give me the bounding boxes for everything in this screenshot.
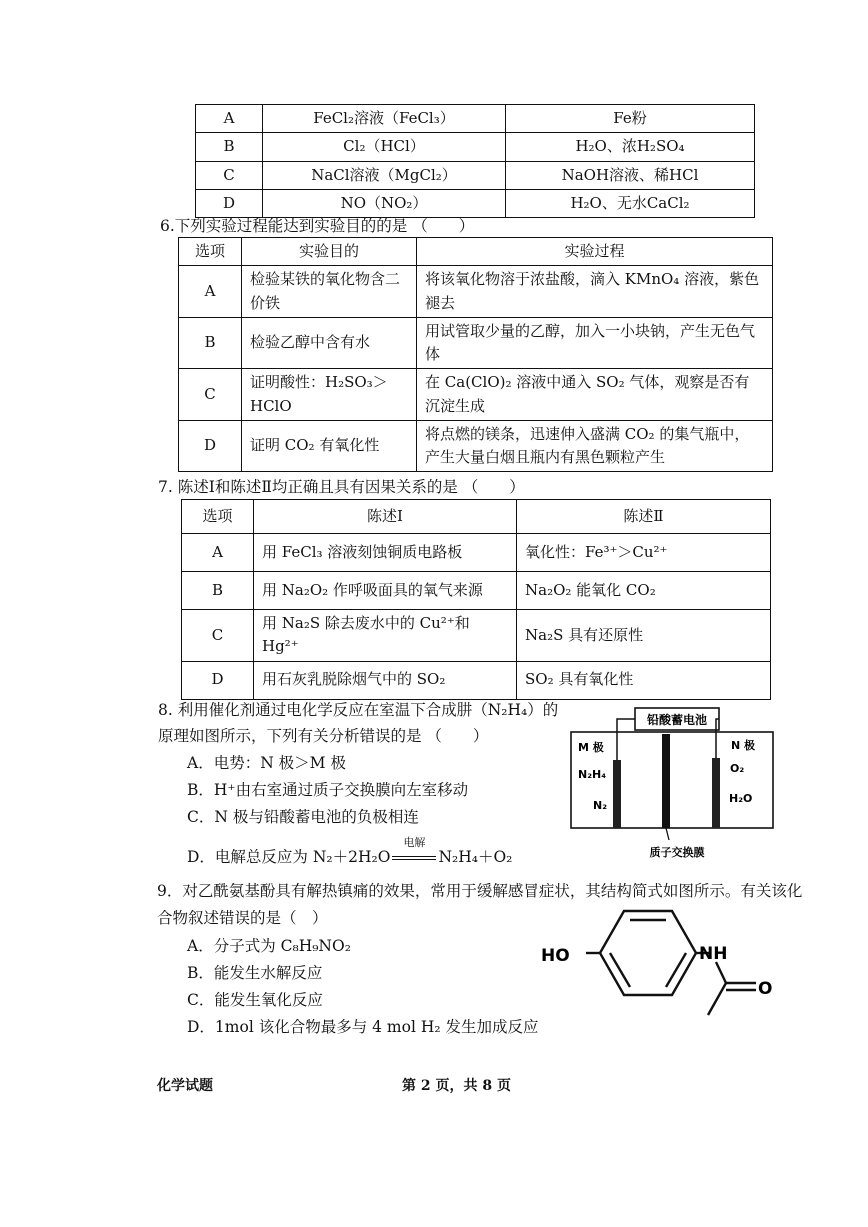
equation-arrow xyxy=(392,836,436,866)
table-row xyxy=(179,420,773,472)
n2h4-label: N₂H₄ xyxy=(578,768,607,781)
table-header-row xyxy=(182,500,771,534)
header-cell: 选项 xyxy=(182,500,254,534)
header-cell: 陈述Ⅱ xyxy=(517,500,771,534)
row-cell: 用 FeCl₃ 溶液刻蚀铜质电路板 xyxy=(254,534,517,572)
table-row xyxy=(182,661,771,699)
q8-stem-line1: 8. 利用催化剂通过电化学反应在室温下合成肼（N₂H₄）的 xyxy=(158,701,559,719)
q8-option-d-prefix: D．电解总反应为 N₂＋2H₂O xyxy=(187,848,391,866)
table-row xyxy=(196,161,755,189)
q8-option-c: C．N 极与铅酸蓄电池的负极相连 xyxy=(187,808,419,826)
table-row xyxy=(179,266,773,318)
battery-label: 铅酸蓄电池 xyxy=(646,713,708,727)
q8-option-d xyxy=(187,836,513,867)
proton-membrane xyxy=(662,734,670,828)
row-cell: Na₂S 具有还原性 xyxy=(517,610,771,662)
n-electrode xyxy=(712,758,720,828)
row-key: A xyxy=(196,105,263,133)
row-key: B xyxy=(179,317,242,369)
q9-option-a: A．分子式为 C₈H₉NO₂ xyxy=(187,937,351,955)
row-cell: H₂O、浓H₂SO₄ xyxy=(506,133,755,161)
row-cell: 用试管取少量的乙醇，加入一小块钠，产生无色气体 xyxy=(417,317,773,369)
n-pole-label: N 极 xyxy=(731,739,756,752)
table-row xyxy=(182,572,771,610)
row-cell: 检验某铁的氧化物含二价铁 xyxy=(242,266,417,318)
row-cell: 证明酸性：H₂SO₃＞HClO xyxy=(242,369,417,421)
q8-option-a: A．电势：N 极＞M 极 xyxy=(187,754,346,772)
q6-table xyxy=(178,237,773,472)
membrane-pointer xyxy=(666,828,669,840)
row-cell: 用 Na₂O₂ 作呼吸面具的氧气来源 xyxy=(254,572,517,610)
table-row xyxy=(196,133,755,161)
h2o-label: H₂O xyxy=(729,792,753,805)
row-key: B xyxy=(182,572,254,610)
n2-label: N₂ xyxy=(593,799,608,812)
m-electrode xyxy=(613,760,621,828)
row-cell: SO₂ 具有氧化性 xyxy=(517,661,771,699)
q6-stem: 6.下列实验过程能达到实验目的的是 （ ） xyxy=(160,217,475,235)
equation-condition: 电解 xyxy=(403,836,426,849)
table-row xyxy=(179,369,773,421)
row-cell: 在 Ca(ClO)₂ 溶液中通入 SO₂ 气体，观察是否有沉淀生成 xyxy=(417,369,773,421)
row-cell: 检验乙醇中含有水 xyxy=(242,317,417,369)
acetaminophen-structure xyxy=(538,905,788,1025)
q9-option-c: C．能发生氧化反应 xyxy=(187,991,323,1009)
table-row xyxy=(182,610,771,662)
row-cell: 证明 CO₂ 有氧化性 xyxy=(242,420,417,472)
row-cell: Cl₂（HCl） xyxy=(263,133,506,161)
electrolysis-diagram xyxy=(565,704,780,864)
table-row xyxy=(179,317,773,369)
row-cell: 将点燃的镁条，迅速伸入盛满 CO₂ 的集气瓶中，产生大量白烟且瓶内有黑色颗粒产生 xyxy=(417,420,773,472)
row-cell: NaCl溶液（MgCl₂） xyxy=(263,161,506,189)
row-key: B xyxy=(196,133,263,161)
header-cell: 选项 xyxy=(179,238,242,266)
table-row xyxy=(196,105,755,133)
row-key: A xyxy=(182,534,254,572)
q7-table xyxy=(181,499,771,700)
o-label: O xyxy=(758,979,773,999)
nh-label: NH xyxy=(699,944,728,964)
row-cell: Na₂O₂ 能氧化 CO₂ xyxy=(517,572,771,610)
row-key: A xyxy=(179,266,242,318)
row-cell: 用石灰乳脱除烟气中的 SO₂ xyxy=(254,661,517,699)
q9-stem-line1: 9．对乙酰氨基酚具有解热镇痛的效果，常用于缓解感冒症状，其结构简式如图所示。有关该化 xyxy=(157,882,803,900)
q9-option-d: D．1mol 该化合物最多与 4 mol H₂ 发生加成反应 xyxy=(187,1018,539,1036)
footer-page: 第 2 页，共 8 页 xyxy=(402,1078,511,1094)
q8-stem-line2: 原理如图所示，下列有关分析错误的是 （ ） xyxy=(158,727,489,745)
footer-subject: 化学试题 xyxy=(157,1078,213,1094)
q8-option-d-suffix: N₂H₄＋O₂ xyxy=(438,848,513,866)
q7-stem: 7. 陈述Ⅰ和陈述Ⅱ均正确且具有因果关系的是 （ ） xyxy=(158,478,525,496)
header-cell: 实验目的 xyxy=(242,238,417,266)
wire-left xyxy=(617,719,635,762)
membrane-label: 质子交换膜 xyxy=(649,846,705,859)
row-cell: FeCl₂溶液（FeCl₃） xyxy=(263,105,506,133)
benzene-ring xyxy=(600,911,696,995)
row-cell: NO（NO₂） xyxy=(263,189,506,217)
row-key: C xyxy=(179,369,242,421)
table-header-row xyxy=(179,238,773,266)
ho-label: HO xyxy=(541,946,570,966)
q8-option-b: B．H⁺由右室通过质子交换膜向左室移动 xyxy=(187,781,469,799)
header-cell: 实验过程 xyxy=(417,238,773,266)
m-pole-label: M 极 xyxy=(578,741,604,754)
o2-label: O₂ xyxy=(730,762,745,775)
row-key: D xyxy=(179,420,242,472)
row-cell: 用 Na₂S 除去废水中的 Cu²⁺和 Hg²⁺ xyxy=(254,610,517,662)
row-cell: Fe粉 xyxy=(506,105,755,133)
q9-option-b: B．能发生水解反应 xyxy=(187,964,323,982)
q9-stem-line2: 合物叙述错误的是（ ） xyxy=(157,909,328,927)
header-cell: 陈述Ⅰ xyxy=(254,500,517,534)
row-key: D xyxy=(182,661,254,699)
row-cell: H₂O、无水CaCl₂ xyxy=(506,189,755,217)
row-cell: 将该氧化物溶于浓盐酸，滴入 KMnO₄ 溶液，紫色褪去 xyxy=(417,266,773,318)
row-cell: 氧化性：Fe³⁺＞Cu²⁺ xyxy=(517,534,771,572)
row-key: D xyxy=(196,189,263,217)
table-row xyxy=(182,534,771,572)
row-cell: NaOH溶液、稀HCl xyxy=(506,161,755,189)
q5-table xyxy=(195,104,755,218)
methyl-bond xyxy=(708,983,726,1015)
nc-bond xyxy=(716,962,726,983)
row-key: C xyxy=(182,610,254,662)
row-key: C xyxy=(196,161,263,189)
